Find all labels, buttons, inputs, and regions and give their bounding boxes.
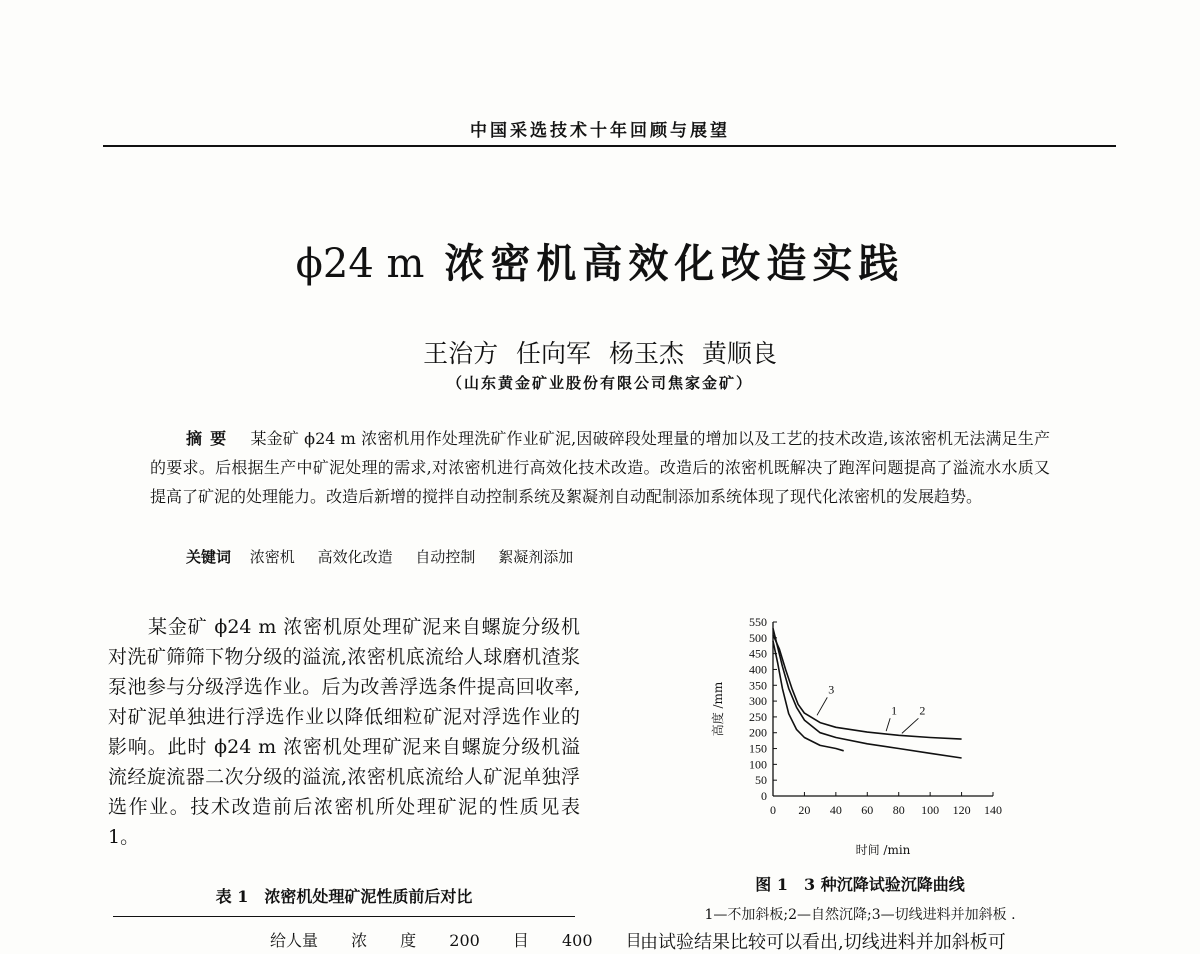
series-label-1: 1 <box>891 703 898 718</box>
series-label-2: 2 <box>919 703 926 718</box>
header-rule <box>103 145 1116 147</box>
keyword-item: 自动控制 <box>415 548 476 566</box>
y-axis-label: 高度 /mm <box>711 681 725 737</box>
x-axis-label: 时间 /min <box>855 843 911 857</box>
x-tick-label: 20 <box>798 803 811 817</box>
keyword-item: 浓密机 <box>249 548 295 566</box>
x-tick-label: 60 <box>861 803 874 817</box>
running-header: 中国采选技术十年回顾与展望 <box>470 121 730 141</box>
y-tick-label: 400 <box>749 662 767 677</box>
x-tick-label: 140 <box>984 803 1002 817</box>
paper-title <box>0 232 1200 289</box>
abstract-label: 摘要 <box>186 429 235 448</box>
keyword-item: 高效化改造 <box>317 548 393 566</box>
series-label-3: 3 <box>828 682 835 697</box>
y-tick-label: 100 <box>749 757 767 772</box>
series-leader-1 <box>886 718 890 731</box>
y-tick-label: 0 <box>761 789 767 803</box>
x-tick-label: 120 <box>952 803 971 817</box>
table-header-row: 给人量 浓 度 200 目 400 目 <box>270 931 642 950</box>
y-tick-label: 300 <box>749 694 767 709</box>
y-tick-label: 450 <box>749 646 767 661</box>
series-line-1 <box>773 628 962 758</box>
title-main: 浓密机高效化改造实践 <box>444 240 905 287</box>
title-prefix: ϕ24 m <box>295 241 425 287</box>
y-tick-label: 500 <box>749 630 767 645</box>
table-top-rule <box>113 916 575 917</box>
y-tick-label: 350 <box>749 678 767 693</box>
x-tick-label: 0 <box>770 803 776 817</box>
next-column-fragment: 由试验结果比较可以看出,切线进料并加斜板可 <box>640 932 1006 953</box>
figure-legend: 1—不加斜板;2—自然沉降;3—切线进料并加斜板 . <box>704 907 1016 923</box>
table-caption: 表 1 浓密机处理矿泥性质前后对比 <box>215 887 473 906</box>
abstract-text: 某金矿 ϕ24 m 浓密机用作处理洗矿作业矿泥,因破碎段处理量的增加以及工艺的技术改造,该浓密机无法满足生产的要求。后根据生产中矿泥处理的需求,对浓密机进行高效化技术改造。改造后的浓密机既解决了跑浑问题提高了溢流水水质又提高了矿泥的处理能力。改造后新增的搅拌自动控制系统及絮凝剂自动配制添加系统体现了现代化浓密机的发展趋势。 <box>150 429 1050 506</box>
series-line-2 <box>773 635 962 739</box>
affiliation: （山东黄金矿业股份有限公司焦家金矿） <box>446 374 753 392</box>
keywords-label: 关键词 <box>186 548 232 566</box>
figure-caption: 图 1 3 种沉降试验沉降曲线 <box>755 875 965 894</box>
abstract <box>150 424 1050 511</box>
keyword-item: 絮凝剂添加 <box>498 548 574 566</box>
x-tick-label: 100 <box>921 803 940 817</box>
y-tick-label: 250 <box>749 709 767 724</box>
y-tick-label: 550 <box>749 615 767 629</box>
y-tick-label: 50 <box>755 773 767 788</box>
settling-curve-chart <box>700 606 1020 866</box>
y-tick-label: 200 <box>749 725 767 740</box>
y-tick-label: 150 <box>749 741 767 756</box>
author-list: 王治方 任向军 杨玉杰 黄顺良 <box>423 339 777 368</box>
series-leader-2 <box>902 718 919 733</box>
x-tick-label: 80 <box>892 803 905 817</box>
series-leader-3 <box>817 697 827 715</box>
keywords <box>186 546 1056 567</box>
x-tick-label: 40 <box>829 803 842 817</box>
body-paragraph: 某金矿 ϕ24 m 浓密机原处理矿泥来自螺旋分级机对洗矿筛筛下物分级的溢流,浓密机底流给人球磨机渣浆泵池参与分级浮选作业。后为改善浮选条件提高回收率,对矿泥单独进行浮选作业以降低细粒矿泥对浮选作业的影响。此时 ϕ24 m 浓密机处理矿泥来自螺旋分级机溢流经旋流器二次分级的溢流,浓密机底流给人矿泥单独浮选作业。技术改造前后浓密机所处理矿泥的性质见表 1。 <box>108 616 580 848</box>
